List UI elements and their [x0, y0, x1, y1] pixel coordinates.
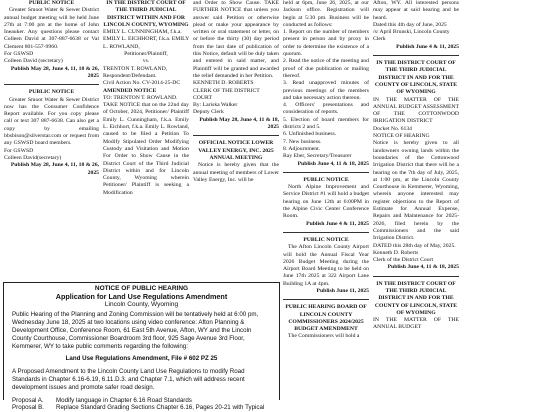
notice-heading: PUBLIC HEARING BOARD OF LINCOLN COUNTY COMMISSIONERS 2024/2025 BUDGET AMENDMENT	[285, 304, 367, 333]
proposal-text: Replace Standard Grading Sections Chapter 6.16, Pages 20-21 with Typical	[56, 404, 265, 412]
divider	[283, 299, 369, 300]
notice-body: The Afton Lincoln County Airport will hold the Annual Fiscal Year 2026 Budget Meeting during the Airport Board Meeting to be held on June 17th 2025 at 322 Airport Lane Building 1A at 4pm.	[283, 244, 369, 287]
signature-line: Clerk of the District Court	[373, 257, 434, 264]
notice-date: Dated this 4th day of June, 2025	[373, 21, 447, 28]
agenda-item: 6. Unfinished business.	[283, 131, 337, 138]
notice-type: AMENDED NOTICE	[103, 87, 157, 94]
notice-heading: OFFICIAL NOTICE LOWER VALLEY ENERGY, INC. 2025 ANNUAL MEETING	[198, 140, 274, 161]
proposal-row	[12, 404, 271, 412]
notice-box-paragraph: A Proposed Amendment to the Lincoln County Land Use Regulations to modify Road Standards in Chapter 6.16-6.19, 6.11.D.3. and Chapter 7.1, which will address recent development issues and promote safer road design.	[12, 368, 245, 391]
publish-dates: Publish June 4, 11 & 18, 2025	[297, 160, 369, 167]
publish-dates: Publish June 4, 11 & 18, 2025	[387, 264, 459, 271]
signature-line: KENNETH D. ROBERTS	[193, 80, 254, 87]
notice-box-title: NOTICE OF PUBLIC HEARING	[94, 285, 189, 292]
notice-signer-org: For GSWSD	[4, 51, 34, 58]
case-number: Civil Action No. CV-2014-25-DC	[103, 80, 181, 87]
divider	[283, 232, 369, 233]
notice-box-body	[4, 311, 279, 412]
column-2	[103, 0, 189, 197]
signature-line: CLERK OF THE DISTRICT COURT	[193, 87, 260, 101]
party-line: Petitioner/Plaintiff,	[124, 51, 168, 58]
proposal-row	[12, 397, 271, 405]
notice-body: Greater Smoot Water & Sewer District now has the Consumer Confidence Report available. For you copy please call or text 307 887-6638. Can also get a copy by emailing bbsbison@silverstar.com or request from any GSWSD board members.	[4, 96, 99, 147]
matter-title: IN THE MATTER OF THE ANNUAL BUDGET	[373, 317, 459, 331]
divider	[373, 55, 459, 56]
notice-body: Notice is hereby given that the annual meeting of members of Lower Valley Energy, Inc. will be	[193, 162, 279, 183]
signature-line: /s/ April Brunski, Lincoln County Clerk	[373, 29, 450, 43]
divider	[4, 84, 99, 85]
notice-box-subtitle: Land Use Regulations Amendment, File # 602 PZ 25	[65, 355, 218, 363]
agenda-item: 4. Officers' presentations and consideration of reports.	[283, 102, 369, 116]
proposal-label: Proposal A.	[12, 396, 44, 404]
addressee: TO: TRENTON T. ROWLAND.	[103, 94, 178, 101]
notice-signer: Colleen David(secretary)	[4, 154, 62, 161]
column-1	[4, 0, 99, 177]
column-4	[283, 0, 369, 341]
notice-box-headline: Application for Land Use Regulations Amendment	[55, 291, 228, 301]
court-heading: IN THE DISTRICT COURT OF THE THIRD JUDICIAL DISTRICT WITHIN AND FOR LINCOLN COUNTY, WYOMING	[103, 0, 189, 28]
agenda-item: 8. Adjournment.	[283, 145, 321, 152]
notice-body: TAKE NOTICE that on the 22nd day of October, 2024, Petitioner/ Plaintiff Emily L. Cunningham, f.k.a. Emily L. Eichhort, f.k.a. Emily L. Rowland, caused to be filed a Petition To Modify Stipulated Order Modifying Custody and Visitation and Motion For Order to Show Cause in the District Court of the Third Judicial District within and for Lincoln County, Wyoming wherein Petitioner/ Plaintiff is seeking a Modification	[103, 102, 189, 196]
notice-body: Afton, WY. All interested persons may appear at said hearing and be heard.	[373, 0, 459, 21]
notice-title: PUBLIC NOTICE	[28, 0, 75, 6]
notice-body: Notice is hereby given to all landowners owning lands within the boundaries of the Cottonwood Irrigation District that there will be a hearing on the 7th day of July, 2025, at 1:00 pm, at the Lincoln County Courthouse in Kemmerer, Wyoming, wherein anyone interested may register objections to the Report of Estimate for Annual Expense, Repairs and Maintenance for 2025-2026, filed herein by the Commissioners and the said Irrigation District.	[373, 140, 459, 242]
publish-dates: Publish May 28, June 4, 11, 18 & 26, 2025	[10, 162, 99, 176]
notice-subheading: NOTICE OF HEARING	[373, 133, 430, 140]
publish-dates: Publish June 11, 2025	[316, 287, 369, 294]
party-line: EMILY L. CUNNINGHAM, f.k.a. EMILY L. EICHHORT, f.k.a. EMILY L. ROWLAND,	[103, 29, 189, 50]
signature-line: Kenneth D. Roberts	[373, 249, 419, 256]
proposal-label: Proposal B.	[12, 404, 44, 412]
court-heading: IN THE DISTRICT COURT OF THE THIRD JUDICIAL DISTRICT IN AND FOR THE COUNTY OF LINCOLN, STATE OF WYOMING	[374, 280, 458, 316]
notice-box-paragraph: Public Hearing of the Planning and Zoning Commission will be tentatively held at 6:00 pm, Wednesday June 18, 2025 at two locations using video conference: Afton Planning & Development Office, Conference Room, 61 East 5th Avenue, Afton, WY and the Lincoln County Courthouse, Commissioner Boardroom 3rd floor, 925 Sage Avenue 3rd Floor, Kemmerer, WY to take public comments regarding the following:	[12, 311, 259, 350]
publish-dates: Publish May 28, June 4, 11 & 18, 2025	[199, 116, 279, 131]
divider	[193, 135, 279, 136]
agenda-item: 1. Report on the number of members present in person and by proxy in order to determine the existence of a quorum.	[283, 29, 369, 58]
notice-date: DATED this 28th day of May, 2025.	[373, 242, 456, 249]
publish-dates: Publish June 4 & 11, 2025	[306, 220, 369, 227]
docket-number: Docket No. 6134	[373, 125, 413, 132]
notice-title: PUBLIC NOTICE	[303, 236, 349, 243]
notice-box-location: Lincoln County, Wyoming	[104, 300, 179, 308]
party-line: TRENTON T. ROWLAND, Respondent/Defendant.	[103, 65, 168, 79]
agenda-item: 3. Read unapproved minutes of previous meetings of the members and take necessary action thereon.	[283, 80, 369, 101]
notice-body: and Order to Show Cause. TAKE FURTHER NOTICE that unless you answer said Petition or otherwise plead or make your appearance by written or oral statement or letter, on or before the thirty (30) day period from the last date of publication of this Notice, default will be duly taken and entered in said matter, and Plaintiff will be granted and awarded the relief demanded in her Petition.	[193, 0, 279, 79]
notice-signer-org: For GSWSD	[4, 147, 34, 154]
public-hearing-notice-box	[3, 282, 280, 412]
column-3	[193, 0, 279, 184]
notice-body: The Commissioners will hold a	[288, 333, 360, 340]
agenda-item: 5. Election of board members for districts 2 and 5.	[283, 116, 369, 131]
agenda-item: 7. New business.	[283, 138, 322, 145]
signature-line: Deputy Clerk	[193, 109, 224, 116]
publish-dates: Publish June 4 & 11, 2025	[396, 43, 459, 50]
signature-line: By: Lariska Walker	[193, 102, 238, 109]
matter-title: IN THE MATTER OF THE ANNUAL BUDGET ASSESSMENT OF THE COTTONWOOD IRRIGATION DISTRICT	[373, 96, 459, 125]
publish-dates: Publish May 28, June 4, 11, 18 & 26, 2025	[10, 65, 99, 79]
notice-title: PUBLIC NOTICE	[303, 176, 349, 183]
proposal-text: Modify language in Chapter 6.16 Road Standards	[56, 396, 192, 404]
divider	[283, 172, 369, 173]
signature-line: Ray Eber, Secretary/Treasurer	[283, 153, 352, 160]
court-heading: IN THE DISTRICT COURT OF THE THIRD JUDICIAL DISTRICT IN AND FOR THE COUNTY OF LINCOLN, STATE OF WYOMING	[374, 60, 458, 96]
notice-body: held at 6pm, June 26, 2025, at our Jackson office. Registration will begin at 5:30 pm. Business will be conducted as follows:	[283, 0, 369, 28]
notice-signer: Colleen David (secretary)	[4, 58, 63, 65]
notice-title: PUBLIC NOTICE	[28, 89, 75, 96]
divider	[373, 276, 459, 277]
agenda-item: 2. Read the notice of the meeting and proof of due publication or mailing thereof.	[283, 58, 369, 79]
party-line: vs.	[142, 58, 150, 65]
notice-body: Greater Smoot Water & Sewer District annual budget meeting will be held June 27th at 7:00 pm at the home of John Ineauker. Any questions please contact Colleen David at 307-887-6638 or Val Clement 801-557-9960.	[4, 7, 99, 50]
column-5	[373, 0, 459, 332]
notice-body: North Alpine Improvement and Service District #1 will hold a budget hearing on June 12th at 6:00PM in the Alpine Civic Center Conference Room.	[283, 184, 369, 220]
